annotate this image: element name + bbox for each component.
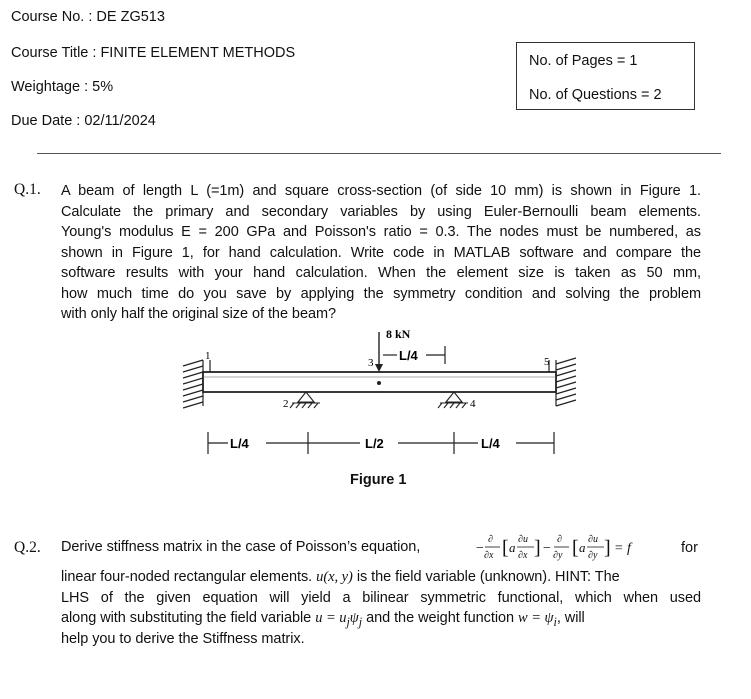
eq-dx: ∂x xyxy=(518,550,528,561)
q1-line: Young's modulus E = 200 GPa and Poisson's ratio = 0.3. The nodes must be numbered, as xyxy=(61,224,701,240)
eq-d: ∂ xyxy=(488,534,493,545)
eq-dx: ∂x xyxy=(484,550,494,561)
eq-minus: − xyxy=(543,541,551,556)
q2-line-2b: is the field variable (unknown). HINT: The xyxy=(356,569,620,585)
q2-field-expr: $u = u_j\psi_j$ xyxy=(315,610,363,629)
q2-line-4 xyxy=(61,608,701,629)
q1-text xyxy=(61,181,701,325)
q2-field-variable: u(x, y) xyxy=(316,569,353,585)
due-date: Due Date : 02/11/2024 xyxy=(11,113,156,129)
q2-line-2 xyxy=(61,567,701,588)
node-1-label: 1 xyxy=(205,350,211,362)
eq-du: ∂u xyxy=(518,534,528,545)
eq-bracket: [ xyxy=(572,537,579,559)
q2-line-1-text: Derive stiffness matrix in the case of Poisson’s equation, xyxy=(61,539,421,555)
eq-du: ∂u xyxy=(588,534,598,545)
eq-d: ∂ xyxy=(557,534,562,545)
load-label: 8 kN xyxy=(386,327,411,341)
info-box xyxy=(516,42,695,110)
node-2-label: 2 xyxy=(283,398,289,410)
q1-line: how much time do you save by applying the symmetry condition and solving the problem xyxy=(61,285,701,302)
eq-a: a xyxy=(509,540,516,555)
eq-bracket: ] xyxy=(604,537,611,559)
node-3-dot xyxy=(377,381,381,385)
pin-support-right xyxy=(438,392,468,408)
q2-line-3: LHS of the given equation will yield a bilinear symmetric functional, which when used xyxy=(61,589,701,606)
q2-line-1 xyxy=(61,537,476,558)
course-number: Course No. : DE ZG513 xyxy=(11,9,165,25)
right-dim-label: L/4 xyxy=(481,436,500,451)
q2-text xyxy=(61,567,701,649)
eq-dy: ∂y xyxy=(588,550,598,561)
node-3-label: 3 xyxy=(368,357,374,369)
q2-line-4b: and the weight function xyxy=(366,610,515,626)
page-count: No. of Pages = 1 xyxy=(529,53,638,69)
q2-line-4c: , will xyxy=(556,610,585,626)
node-5-label: 5 xyxy=(544,356,550,368)
question-count: No. of Questions = 2 xyxy=(529,87,662,103)
q1-line: Calculate the primary and secondary variables by using Euler-Bernoulli beam elements. xyxy=(61,203,701,220)
node-4-label: 4 xyxy=(470,398,476,410)
q1-number: Q.1. xyxy=(14,181,41,198)
eq-bracket: [ xyxy=(502,537,509,559)
beam-figure xyxy=(170,322,590,492)
load-arrow xyxy=(375,332,383,372)
q2-for: for xyxy=(681,540,698,556)
eq-a: a xyxy=(579,540,586,555)
pin-support-left xyxy=(290,392,320,408)
weightage: Weightage : 5% xyxy=(11,79,114,95)
poisson-equation xyxy=(476,526,680,566)
left-dim-label: L/4 xyxy=(230,436,249,451)
figure-caption: Figure 1 xyxy=(350,472,407,488)
q1-line: shown in Figure 1, for hand calculation. Write code in MATLAB software and compare the xyxy=(61,244,701,261)
course-title: Course Title : FINITE ELEMENT METHODS xyxy=(11,45,296,61)
mid-dim-label: L/2 xyxy=(365,436,384,451)
left-wall-support xyxy=(183,360,203,408)
q1-line: with only half the original size of the beam? xyxy=(61,306,337,322)
divider xyxy=(37,153,721,154)
q2-line-4a: along with substituting the field variable xyxy=(61,610,312,626)
eq-rhs: = f xyxy=(614,541,631,556)
q1-line: A beam of length L (=1m) and square cross-section (of side 10 mm) is shown in Figure 1. xyxy=(61,183,701,199)
q1-line: software results with your hand calculation. When the element size is taken as 50 mm, xyxy=(61,265,701,281)
q2-line-5: help you to derive the Stiffness matrix. xyxy=(61,630,305,647)
eq-bracket: ] xyxy=(534,537,541,559)
eq-dy: ∂y xyxy=(553,550,563,561)
eq-minus: − xyxy=(476,541,484,556)
q2-weight-expr: $w = \psi_i$ xyxy=(518,610,557,629)
right-wall-support xyxy=(556,358,576,406)
q2-line-2a: linear four-noded rectangular elements. xyxy=(61,569,313,585)
top-dim-label: L/4 xyxy=(399,348,418,363)
q2-number: Q.2. xyxy=(14,539,41,556)
